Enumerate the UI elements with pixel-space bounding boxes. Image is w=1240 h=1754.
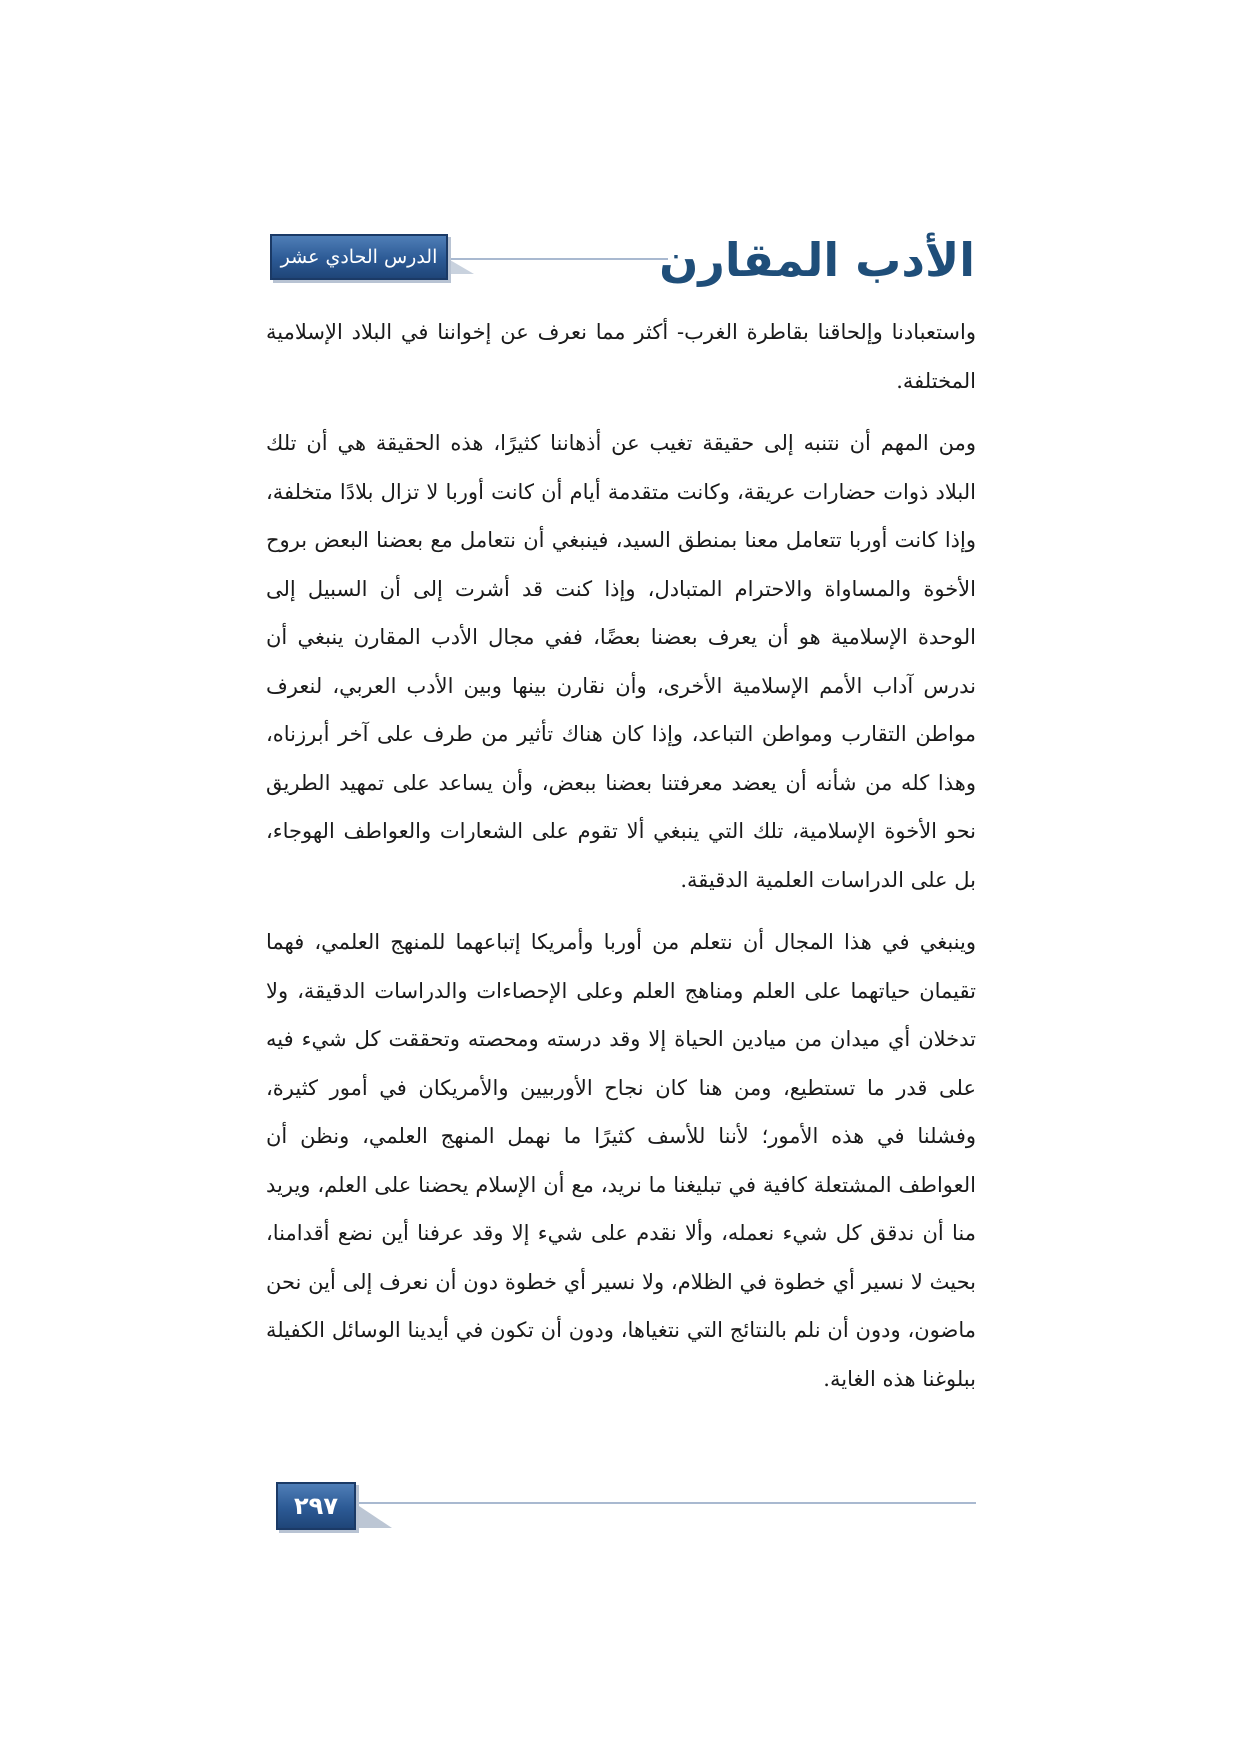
header-rule (446, 258, 668, 260)
page-header (270, 232, 975, 288)
lesson-badge (270, 234, 448, 280)
footer-rule-shadow (356, 1504, 392, 1528)
header-rule-shadow (450, 260, 474, 274)
book-title: الأدب المقارن (659, 233, 975, 287)
page-footer (276, 1482, 976, 1532)
page-number-badge (276, 1482, 356, 1530)
page-number: ٢٩٧ (294, 1492, 338, 1520)
lesson-label: الدرس الحادي عشر (280, 246, 438, 268)
paragraph-1: واستعبادنا وإلحاقنا بقاطرة الغرب- أكثر مما نعرف عن إخواننا في البلاد الإسلامية المختلفة. (266, 320, 976, 393)
footer-rule (354, 1502, 976, 1504)
page-body (266, 308, 976, 1417)
paragraph-3: وينبغي في هذا المجال أن نتعلم من أوربا وأمريكا إتباعهما للمنهج العلمي، فهما تقيمان حياتهما على العلم ومناهج العلم وعلى الإحصاءات والدراسات الدقيقة، ولا تدخلان أي ميدان من ميادين الحياة إلا وقد درسته ومحصته وتحققت كل شيء فيه على قدر ما تستطيع، ومن هنا كان نجاح الأوربيين والأمريكان في أمور كثيرة، وفشلنا في هذه الأمور؛ لأننا للأسف كثيرًا ما نهمل المنهج العلمي، ونظن أن العواطف المشتعلة كافية في تبليغنا ما نريد، مع أن الإسلام يحضنا على العلم، ويريد منا أن ندقق كل شيء نعمله، وألا نقدم على شيء إلا وقد عرفنا أين نضع أقدامنا، بحيث لا نسير أي خطوة في الظلام، ولا نسير أي خطوة دون أن نعرف إلى أين نحن ماضون، ودون أن نلم بالنتائج التي نتغياها، ودون أن تكون في أيدينا الوسائل الكفيلة ببلوغنا هذه الغاية. (266, 930, 976, 1391)
paragraph-2: ومن المهم أن نتنبه إلى حقيقة تغيب عن أذهاننا كثيرًا، هذه الحقيقة هي أن تلك البلاد ذوات حضارات عريقة، وكانت متقدمة أيام أن كانت أوربا لا تزال بلادًا متخلفة، وإذا كانت أوربا تتعامل معنا بمنطق السيد، فينبغي أن نتعامل مع بعضنا البعض بروح الأخوة والمساواة والاحترام المتبادل، وإذا كنت قد أشرت إلى أن السبيل إلى الوحدة الإسلامية هو أن يعرف بعضنا بعضًا، ففي مجال الأدب المقارن ينبغي أن ندرس آداب الأمم الإسلامية الأخرى، وأن نقارن بينها وبين الأدب العربي، لنعرف مواطن التقارب ومواطن التباعد، وإذا كان هناك تأثير من طرف على آخر أبرزناه، وهذا كله من شأنه أن يعضد معرفتنا بعضنا ببعض، وأن يساعد على تمهيد الطريق نحو الأخوة الإسلامية، تلك التي ينبغي ألا تقوم على الشعارات والعواطف الهوجاء، بل على الدراسات العلمية الدقيقة. (266, 431, 976, 892)
